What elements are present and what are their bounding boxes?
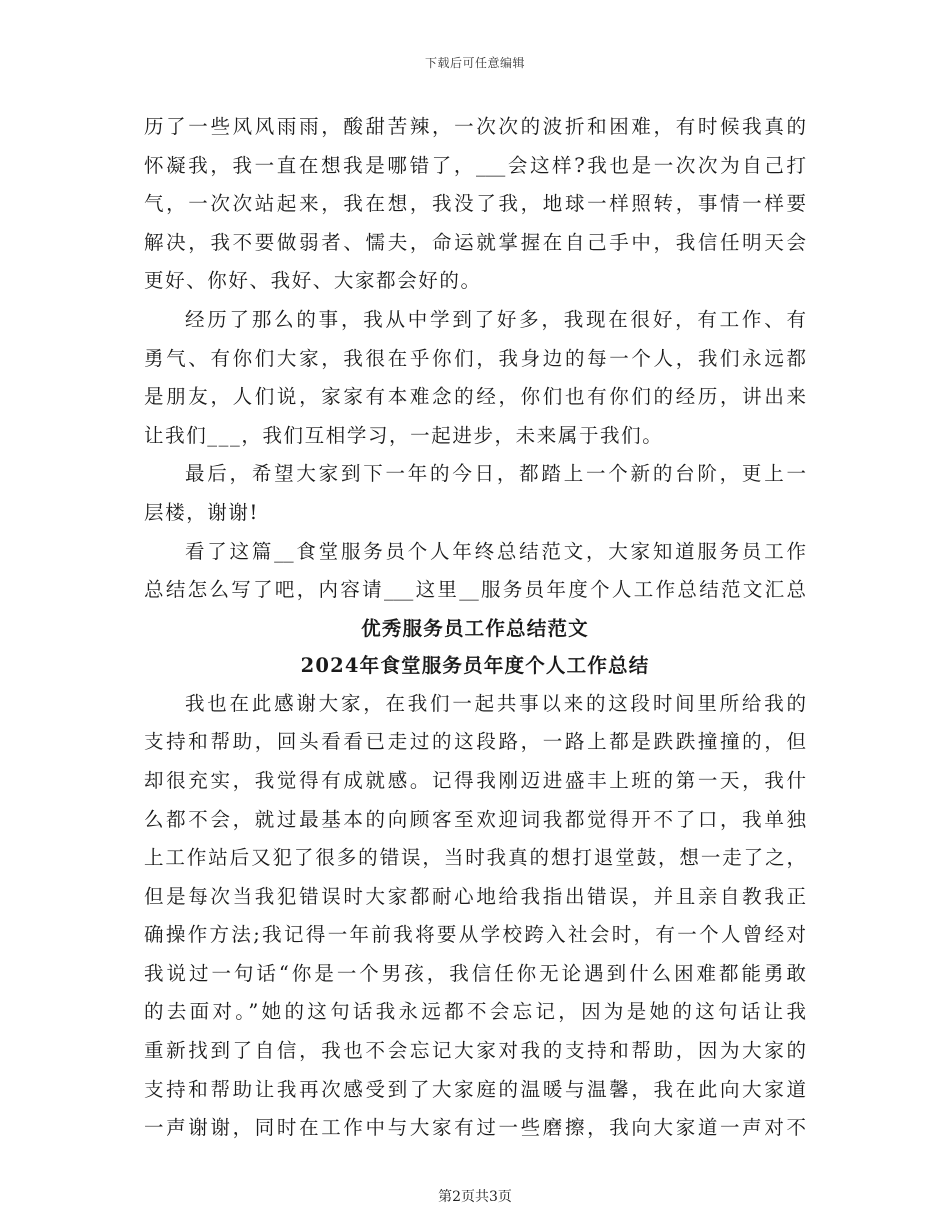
document-body [144,108,806,1148]
text-line: 经历了那么的事，我从中学到了好多，我现在很好，有工作、有 [185,307,806,331]
text-line: 上工作站后又犯了很多的错误，当时我真的想打退堂鼓，想一走了之， [144,846,806,870]
header-note: 下载后可任意编辑 [424,56,525,70]
text-line: 么都不会，就过最基本的向顾客至欢迎词我都觉得开不了口，我单独 [144,807,806,831]
text-line: 解决，我不要做弱者、懦夫，命运就掌握在自己手中，我信任明天会 [144,230,806,254]
article-title: 2024年食堂服务员年度个人工作总结 [300,654,650,678]
text-line: 我说过一句话“你是一个男孩，我信任你无论遇到什么困难都能勇敢 [144,961,806,985]
text-line: 勇气、有你们大家，我很在乎你们，我身边的每一个人，我们永远都 [144,346,806,370]
text-line: 总结怎么写了吧，内容请___这里__服务员年度个人工作总结范文汇总 [144,578,806,602]
text-line: 重新找到了自信，我也不会忘记大家对我的支持和帮助，因为大家的 [144,1039,806,1063]
page-footer: 第2页共3页 [438,1189,512,1205]
text-line: 支持和帮助，回头看看已走过的这段路，一路上都是跌跌撞撞的，但 [144,730,806,754]
text-line: 让我们___，我们互相学习，一起进步，未来属于我们。 [144,423,664,447]
text-line: 确操作方法;我记得一年前我将要从学校跨入社会时，有一个人曾经对 [144,923,806,947]
text-line: 气，一次次站起来，我在想，我没了我，地球一样照转，事情一样要 [144,192,806,216]
text-line: 看了这篇__食堂服务员个人年终总结范文，大家知道服务员工作 [185,539,806,563]
text-line: 最后，希望大家到下一年的今日，都踏上一个新的台阶，更上一 [185,462,806,486]
text-line: 的去面对。”她的这句话我永远都不会忘记，因为是她的这句话让我 [144,1000,806,1024]
text-line: 一声谢谢，同时在工作中与大家有过一些磨擦，我向大家道一声对不 [144,1116,806,1140]
text-line: 我也在此感谢大家，在我们一起共事以来的这段时间里所给我的 [185,691,806,715]
text-line: 层楼，谢谢! [144,500,259,524]
text-line: 更好、你好、我好、大家都会好的。 [144,269,482,293]
text-line: 是朋友，人们说，家家有本难念的经，你们也有你们的经历，讲出来 [144,385,806,409]
section-heading: 优秀服务员工作总结范文 [361,616,589,640]
text-line: 怀凝我，我一直在想我是哪错了，___会这样?我也是一次次为自己打 [144,153,806,177]
text-line: 却很充实，我觉得有成就感。记得我刚迈进盛丰上班的第一天，我什 [144,768,806,792]
text-line: 支持和帮助让我再次感受到了大家庭的温暖与温馨，我在此向大家道 [144,1077,806,1101]
text-line: 但是每次当我犯错误时大家都耐心地给我指出错误，并且亲自教我正 [144,884,806,908]
text-line: 历了一些风风雨雨，酸甜苦辣，一次次的波折和困难，有时候我真的 [144,115,806,138]
